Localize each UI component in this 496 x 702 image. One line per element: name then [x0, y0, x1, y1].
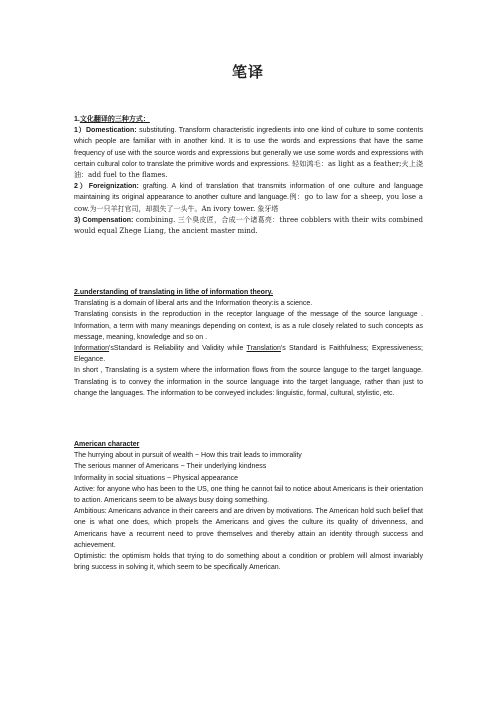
- paragraph-compensation: [74, 215, 423, 237]
- term-label: 3) Compensation:: [74, 216, 134, 224]
- paragraph-optimistic: Optimistic: the optimism holds that trying to do something about a condition or problem will almost invariably bring success in solving it, which seem to be specifically American.: [74, 553, 423, 572]
- paragraph-ambitious: Ambitious: Americans advance in their careers and are driven by motivations. The American hold such belief that one is what one does, which propels the Americans and gives the culture its quality of drivenness, and Americans have a recurrent need to prove themselves and thereby attain an identity through success and achievement.: [74, 508, 423, 549]
- page-title: 笔译: [231, 63, 264, 81]
- section-heading-row: [74, 439, 423, 450]
- paragraph-active: Active: for anyone who has been to the US, one thing he cannot fail to notice about Americans is their orientation to action. Americans seem to be always busy doing something.: [74, 485, 423, 505]
- paragraph-foreignization: [74, 181, 423, 215]
- paragraph-text: 's Standard is Faithfulness; Expressiveness; Elegance.: [74, 345, 424, 364]
- section-american-character: [74, 439, 423, 573]
- term-label: 1）Domestication:: [74, 127, 137, 135]
- term-information: Information: [74, 345, 110, 353]
- paragraph-text: substituting. Transform characteristic ingredients into one kind of culture to some contents which people are familiar with in another kind. It is to use the words and expressions that have the same frequency of use with the source words and expressions but generally we use some words and expressions with certain cultural color to translate the primitive words and expressions.: [74, 127, 423, 168]
- paragraph-text: grafting. A kind of translation that transmits information of one culture and language maintaining its original appearance to another culture and language.: [74, 183, 423, 202]
- paragraph-text: 'sStandard is Reliability and Validity while: [109, 345, 247, 353]
- list-item: Informality in social situations ~ Physical appearance: [74, 474, 239, 482]
- list-item: The hurrying about in pursuit of wealth ~ How this trait leads to immorality: [74, 452, 302, 460]
- paragraph-domestication: [74, 125, 423, 181]
- heading-text: 文化翻译的三种方式：: [79, 114, 150, 123]
- term-translation: Translation: [246, 345, 281, 353]
- example-text: 轻如鸿毛：as light as a feather;火上浇油：add fuel to the flames.: [74, 159, 423, 180]
- paragraph-standards: [74, 343, 423, 365]
- paragraph: Translating is a domain of liberal arts and the Information theory:is a science.: [74, 300, 313, 308]
- list-item: The serious manner of Americans ~ Their underlying kindness: [74, 463, 267, 471]
- section-culture-translation-methods: [74, 113, 423, 237]
- term-label: 2）Foreignization:: [74, 183, 139, 191]
- paragraph: In short , Translating is a system where the information flows from the source languge to the target language. Translating is to convey the information in the source language into the target language, rather than just to change the languages. The information to be conveyed includes: linguistic, formal, cultural, stylistic, etc.: [74, 367, 423, 397]
- section-heading: American character: [74, 441, 140, 448]
- section-information-theory: [74, 287, 423, 399]
- heading-number: 1.: [74, 116, 80, 123]
- example-text: 例：go to law for a sheep, you lose a cow.为一只羊打官司，却损失了一头牛。An ivory tower. 象牙塔: [74, 193, 423, 213]
- paragraph-text: combining. 三个臭皮匠，合成一个诸葛亮：three cobblers with their wits combined would equal Zhege Liang, the ancient master mind.: [74, 215, 423, 236]
- section-heading: [74, 113, 423, 125]
- paragraph: Translating consists in the reproduction in the receptor language of the message of the source language . Information, a term with many meanings depending on context, is as a rule closely related to such concepts as message, meaning, knowledge and so on .: [74, 311, 423, 341]
- section-heading: 2.understanding of translating in lithe of information theory.: [74, 289, 273, 296]
